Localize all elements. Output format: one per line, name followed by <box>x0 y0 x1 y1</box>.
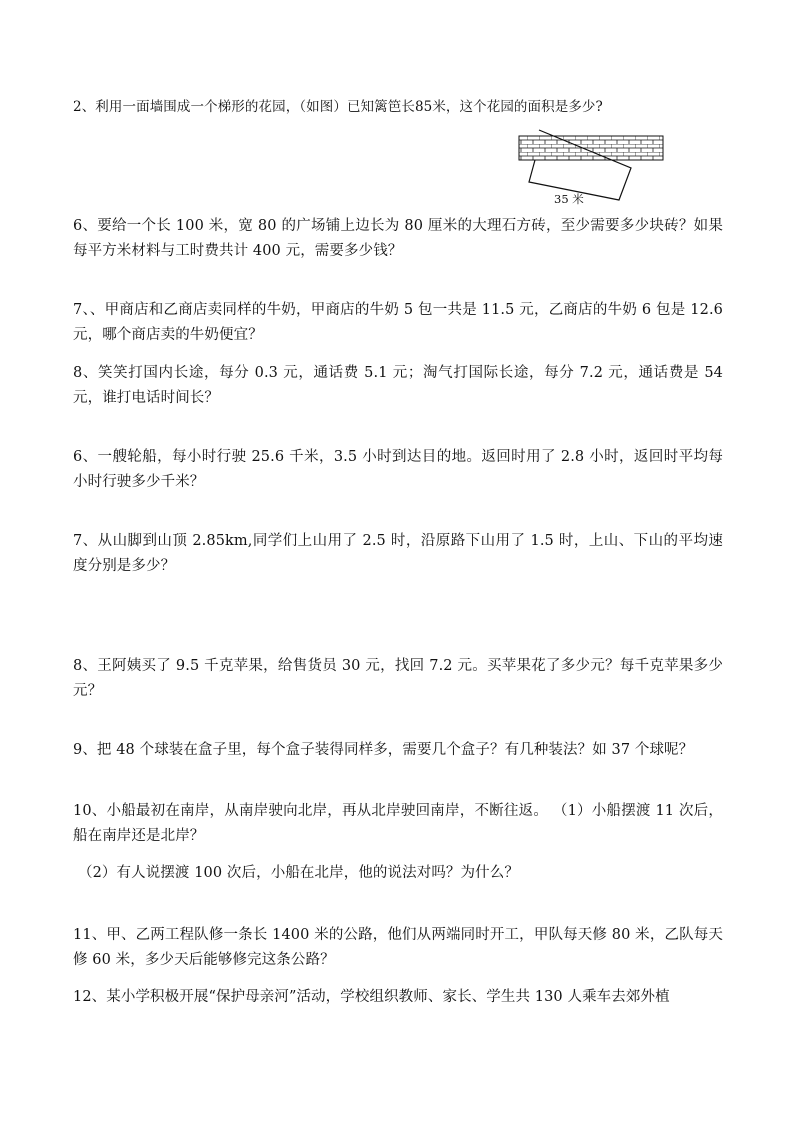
brick-wall <box>519 136 663 160</box>
question-10-boat: 10、小船最初在南岸，从南岸驶向北岸，再从北岸驶回南岸，不断往返。 （1）小船摆渡 11 次后，船在南岸还是北岸？ <box>73 803 723 844</box>
question-8-apples: 8、王阿姨买了 9.5 千克苹果，给售货员 30 元，找回 7.2 元。买苹果花了多少元？每千克苹果多少元？ <box>73 658 723 699</box>
question-7-mountain: 7、从山脚到山顶 2.85km,同学们上山用了 2.5 时，沿原路下山用了 1.5 时，上山、下山的平均速度分别是多少？ <box>73 533 723 574</box>
question-6-ship: 6、一艘轮船，每小时行驶 25.6 千米，3.5 小时到达目的地。返回时用了 2.8 小时，返回时平均每小时行驶多少千米？ <box>73 449 723 490</box>
wall-and-fence-drawing <box>515 128 665 212</box>
question-11-road: 11、甲、乙两工程队修一条长 1400 米的公路，他们从两端同时开工，甲队每天修 80 米，乙队每天修 60 米，多少天后能够修完这条公路？ <box>73 927 723 968</box>
question-7-milk: 7、、甲商店和乙商店卖同样的牛奶，甲商店的牛奶 5 包一共是 11.5 元，乙商店的牛奶 6 包是 12.6 元，哪个商店卖的牛奶便宜？ <box>73 302 723 343</box>
question-8-phone-calls: 8、笑笑打国内长途，每分 0.3 元，通话费 5.1 元；淘气打国际长途，每分 7.2 元，通话费是 54 元，谁打电话时间长？ <box>73 365 723 406</box>
question-6-tiles: 6、要给一个长 100 米，宽 80 的广场铺上边长为 80 厘米的大理石方砖，至少需要多少块砖？如果每平方米材料与工时费共计 400 元，需要多少钱？ <box>73 218 723 259</box>
trapezoid-garden-figure <box>515 128 665 212</box>
question-9-balls: 9、把 48 个球装在盒子里，每个盒子装得同样多，需要几个盒子？有几种装法？如 37 个球呢？ <box>73 742 694 758</box>
question-12-river: 12、某小学积极开展“保护母亲河”活动，学校组织教师、家长、学生共 130 人乘车去郊外植 <box>73 989 670 1005</box>
question-2: 2、利用一面墙围成一个梯形的花园，（如图）已知篱笆长85米，这个花园的面积是多少? <box>73 99 603 115</box>
question-10-part-2: （2）有人说摆渡 100 次后，小船在北岸，他的说法对吗？为什么？ <box>78 865 519 881</box>
figure-dimension-label: 35 米 <box>554 192 584 206</box>
